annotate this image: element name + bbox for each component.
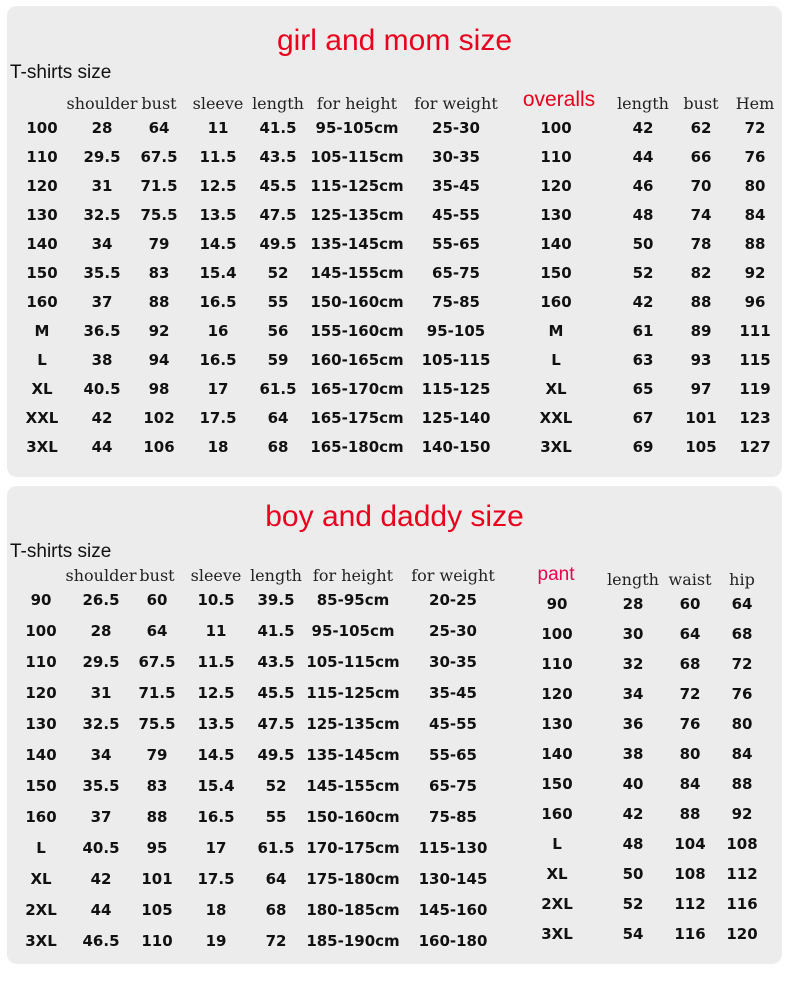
pant-header-hip: hip — [729, 570, 755, 589]
boy-daddy-tshirt-header-bust: bust — [139, 566, 175, 585]
girl-mom-tshirt-cell: 11 — [207, 119, 229, 137]
boy-daddy-tshirt-header-for-height: for height — [312, 566, 394, 585]
overalls-cell: 65 — [632, 380, 654, 398]
pant-cell: 28 — [622, 595, 644, 613]
overalls-cell: 70 — [690, 177, 712, 195]
boy-daddy-tshirt-cell: 35-45 — [429, 684, 477, 702]
girl-mom-tshirt-cell: 155-160cm — [310, 322, 404, 340]
girl-mom-tshirt-cell: XXL — [25, 409, 59, 427]
pant-cell: 76 — [731, 685, 753, 703]
girl-mom-tshirt-cell: 14.5 — [199, 235, 237, 253]
boy-daddy-tshirt-cell: 31 — [90, 684, 112, 702]
girl-mom-tshirt-cell: 35.5 — [83, 264, 121, 282]
boy-daddy-tshirt-cell: 105-115cm — [306, 653, 400, 671]
pant-label: pant — [537, 564, 575, 585]
girl-mom-tshirt-header-for-height: for height — [316, 94, 398, 113]
pant-cell: 68 — [679, 655, 701, 673]
girl-mom-tshirt-cell: 34 — [91, 235, 113, 253]
boy-daddy-tshirt-cell: 42 — [90, 870, 112, 888]
boy-daddy-tshirt-header-for-weight: for weight — [411, 566, 495, 585]
boy-daddy-tshirt-cell: 150-160cm — [306, 808, 400, 826]
boy-daddy-tshirt-cell: 45-55 — [429, 715, 477, 733]
boy-daddy-tshirt-cell: 3XL — [25, 932, 57, 950]
pant-cell: 54 — [622, 925, 644, 943]
boy-daddy-tshirt-cell: 13.5 — [197, 715, 235, 733]
boy-daddy-tshirt-cell: 29.5 — [82, 653, 120, 671]
overalls-cell: 74 — [690, 206, 712, 224]
boy-daddy-tshirt-cell: 75-85 — [429, 808, 477, 826]
girl-mom-tshirt-cell: 17.5 — [199, 409, 237, 427]
girl-mom-tshirt-cell: 100 — [26, 119, 58, 137]
boy-daddy-tshirt-cell: 72 — [265, 932, 287, 950]
girl-mom-tshirt-cell: 55 — [267, 293, 289, 311]
boy-daddy-tshirt-cell: 43.5 — [257, 653, 295, 671]
girl-mom-tshirt-cell: 110 — [26, 148, 58, 166]
overalls-cell: 100 — [540, 119, 572, 137]
boy-daddy-tshirt-cell: 88 — [146, 808, 168, 826]
overalls-cell: 120 — [540, 177, 572, 195]
boy-daddy-tshirt-cell: 49.5 — [257, 746, 295, 764]
boy-daddy-tshirt-cell: 83 — [146, 777, 168, 795]
overalls-cell: 67 — [632, 409, 654, 427]
pant-header-length: length — [607, 570, 659, 589]
overalls-cell: L — [551, 351, 561, 369]
girl-mom-tshirt-cell: 18 — [207, 438, 229, 456]
pant-cell: 32 — [622, 655, 644, 673]
overalls-cell: 111 — [739, 322, 771, 340]
overalls-cell: 62 — [690, 119, 712, 137]
girl-mom-tshirt-cell: 30-35 — [432, 148, 480, 166]
girl-mom-tshirt-cell: 59 — [267, 351, 289, 369]
overalls-cell: 69 — [632, 438, 654, 456]
overalls-cell: 93 — [690, 351, 712, 369]
boy-daddy-tshirt-cell: 19 — [205, 932, 227, 950]
overalls-cell: 82 — [690, 264, 712, 282]
girl-mom-tshirt-cell: 165-175cm — [310, 409, 404, 427]
boy-daddy-size-panel — [7, 486, 782, 964]
pant-cell: 88 — [731, 775, 753, 793]
boy-daddy-tshirt-cell: 37 — [90, 808, 112, 826]
overalls-header-bust: bust — [683, 94, 719, 113]
pant-cell: 104 — [674, 835, 706, 853]
girl-mom-tshirt-cell: 64 — [148, 119, 170, 137]
boy-daddy-tshirt-cell: 175-180cm — [306, 870, 400, 888]
overalls-cell: 46 — [632, 177, 654, 195]
pant-cell: 150 — [541, 775, 573, 793]
boy-daddy-tshirt-cell: 180-185cm — [306, 901, 400, 919]
girl-mom-tshirt-cell: 94 — [148, 351, 170, 369]
girl-mom-tshirt-cell: 12.5 — [199, 177, 237, 195]
boy-daddy-tshirt-cell: 41.5 — [257, 622, 295, 640]
overalls-cell: M — [548, 322, 564, 340]
overalls-label: overalls — [522, 88, 596, 111]
girl-mom-tshirt-cell: 125-135cm — [310, 206, 404, 224]
girl-mom-tshirt-cell: 56 — [267, 322, 289, 340]
boy-daddy-tshirt-cell: 125-135cm — [306, 715, 400, 733]
pant-cell: 112 — [674, 895, 706, 913]
boy-daddy-tshirt-cell: 45.5 — [257, 684, 295, 702]
girl-mom-tshirt-cell: 45-55 — [432, 206, 480, 224]
pant-cell: 40 — [622, 775, 644, 793]
pant-cell: 3XL — [541, 925, 573, 943]
boy-daddy-tshirt-cell: 35.5 — [82, 777, 120, 795]
pant-cell: 80 — [731, 715, 753, 733]
overalls-header-length: length — [617, 94, 669, 113]
pant-cell: 30 — [622, 625, 644, 643]
overalls-cell: 42 — [632, 119, 654, 137]
pant-cell: 72 — [731, 655, 753, 673]
pant-cell: 38 — [622, 745, 644, 763]
boy-daddy-tshirt-cell: 65-75 — [429, 777, 477, 795]
boy-daddy-tshirt-cell: 17 — [205, 839, 227, 857]
boy-daddy-tshirt-cell: 30-35 — [429, 653, 477, 671]
girl-mom-tshirt-cell: 140 — [26, 235, 58, 253]
girl-mom-tshirt-subtitle: T-shirts size — [10, 62, 112, 83]
girl-mom-tshirt-cell: 16.5 — [199, 293, 237, 311]
girl-mom-tshirt-cell: 105-115 — [421, 351, 491, 369]
pant-cell: 116 — [726, 895, 758, 913]
girl-mom-tshirt-cell: 40.5 — [83, 380, 121, 398]
boy-daddy-tshirt-cell: 145-155cm — [306, 777, 400, 795]
overalls-cell: 42 — [632, 293, 654, 311]
boy-daddy-tshirt-header-sleeve: sleeve — [190, 566, 242, 585]
pant-cell: 80 — [679, 745, 701, 763]
boy-daddy-tshirt-cell: 95 — [146, 839, 168, 857]
boy-daddy-tshirt-cell: 14.5 — [197, 746, 235, 764]
boy-daddy-tshirt-cell: 20-25 — [429, 591, 477, 609]
girl-mom-tshirt-cell: 98 — [148, 380, 170, 398]
pant-cell: 112 — [726, 865, 758, 883]
pant-cell: 120 — [541, 685, 573, 703]
boy-daddy-tshirt-cell: 170-175cm — [306, 839, 400, 857]
girl-mom-tshirt-cell: 47.5 — [259, 206, 297, 224]
boy-daddy-tshirt-cell: 46.5 — [82, 932, 120, 950]
boy-daddy-tshirt-cell: 12.5 — [197, 684, 235, 702]
boy-daddy-tshirt-cell: 115-125cm — [306, 684, 400, 702]
boy-daddy-title: boy and daddy size — [265, 500, 524, 533]
pant-cell: 130 — [541, 715, 573, 733]
pant-cell: 160 — [541, 805, 573, 823]
pant-cell: 90 — [546, 595, 568, 613]
pant-cell: 72 — [679, 685, 701, 703]
boy-daddy-tshirt-cell: 68 — [265, 901, 287, 919]
overalls-cell: XXL — [539, 409, 573, 427]
girl-mom-tshirt-header-shoulder: shoulder — [66, 94, 138, 113]
pant-cell: 36 — [622, 715, 644, 733]
boy-daddy-tshirt-cell: 61.5 — [257, 839, 295, 857]
pant-cell: 108 — [726, 835, 758, 853]
girl-mom-tshirt-cell: 16 — [207, 322, 229, 340]
pant-cell: 116 — [674, 925, 706, 943]
girl-mom-tshirt-cell: 32.5 — [83, 206, 121, 224]
girl-mom-tshirt-cell: 83 — [148, 264, 170, 282]
boy-daddy-tshirt-cell: 95-105cm — [311, 622, 395, 640]
overalls-cell: 50 — [632, 235, 654, 253]
boy-daddy-tshirt-cell: 55-65 — [429, 746, 477, 764]
girl-mom-tshirt-cell: 150-160cm — [310, 293, 404, 311]
boy-daddy-tshirt-cell: 110 — [25, 653, 57, 671]
girl-mom-tshirt-cell: 37 — [91, 293, 113, 311]
pant-cell: 34 — [622, 685, 644, 703]
girl-mom-tshirt-cell: 65-75 — [432, 264, 480, 282]
pant-cell: 60 — [679, 595, 701, 613]
girl-mom-tshirt-cell: 68 — [267, 438, 289, 456]
pant-cell: 48 — [622, 835, 644, 853]
overalls-cell: 63 — [632, 351, 654, 369]
overalls-cell: 150 — [540, 264, 572, 282]
girl-mom-tshirt-cell: M — [34, 322, 50, 340]
girl-mom-tshirt-cell: 150 — [26, 264, 58, 282]
pant-cell: 100 — [541, 625, 573, 643]
girl-mom-tshirt-cell: 42 — [91, 409, 113, 427]
girl-mom-tshirt-cell: 13.5 — [199, 206, 237, 224]
boy-daddy-tshirt-cell: 110 — [141, 932, 173, 950]
overalls-cell: 96 — [744, 293, 766, 311]
boy-daddy-tshirt-cell: XL — [30, 870, 52, 888]
girl-mom-tshirt-cell: 16.5 — [199, 351, 237, 369]
girl-mom-tshirt-header-length: length — [252, 94, 304, 113]
overalls-cell: 160 — [540, 293, 572, 311]
girl-mom-tshirt-cell: 145-155cm — [310, 264, 404, 282]
girl-mom-tshirt-cell: XL — [31, 380, 53, 398]
girl-mom-tshirt-cell: 130 — [26, 206, 58, 224]
girl-mom-tshirt-cell: 61.5 — [259, 380, 297, 398]
boy-daddy-tshirt-cell: 64 — [146, 622, 168, 640]
boy-daddy-tshirt-cell: 130 — [25, 715, 57, 733]
girl-mom-tshirt-cell: 165-180cm — [310, 438, 404, 456]
girl-mom-tshirt-header-bust: bust — [141, 94, 177, 113]
boy-daddy-tshirt-cell: 140 — [25, 746, 57, 764]
pant-cell: XL — [546, 865, 568, 883]
boy-daddy-tshirt-cell: 10.5 — [197, 591, 235, 609]
girl-mom-tshirt-cell: 35-45 — [432, 177, 480, 195]
boy-daddy-tshirt-cell: 55 — [265, 808, 287, 826]
boy-daddy-tshirt-cell: 130-145 — [418, 870, 488, 888]
girl-mom-tshirt-cell: 71.5 — [140, 177, 178, 195]
boy-daddy-tshirt-cell: 18 — [205, 901, 227, 919]
girl-mom-tshirt-cell: 115-125 — [421, 380, 491, 398]
girl-mom-tshirt-cell: 140-150 — [421, 438, 491, 456]
pant-cell: 2XL — [541, 895, 573, 913]
girl-mom-tshirt-cell: 75.5 — [140, 206, 178, 224]
boy-daddy-tshirt-cell: 160 — [25, 808, 57, 826]
girl-mom-tshirt-cell: 28 — [91, 119, 113, 137]
pant-cell: 120 — [726, 925, 758, 943]
girl-mom-tshirt-cell: 92 — [148, 322, 170, 340]
girl-mom-tshirt-header-sleeve: sleeve — [192, 94, 244, 113]
overalls-cell: 115 — [739, 351, 771, 369]
pant-cell: 108 — [674, 865, 706, 883]
girl-mom-tshirt-cell: 160 — [26, 293, 58, 311]
girl-mom-tshirt-header-for-weight: for weight — [414, 94, 498, 113]
girl-mom-tshirt-cell: 49.5 — [259, 235, 297, 253]
pant-cell: 88 — [679, 805, 701, 823]
boy-daddy-tshirt-cell: 105 — [141, 901, 173, 919]
girl-mom-tshirt-cell: 45.5 — [259, 177, 297, 195]
boy-daddy-tshirt-cell: 11 — [205, 622, 227, 640]
boy-daddy-tshirt-cell: 28 — [90, 622, 112, 640]
boy-daddy-tshirt-cell: 145-160 — [418, 901, 488, 919]
girl-mom-tshirt-cell: 95-105cm — [315, 119, 399, 137]
overalls-header-hem: Hem — [735, 94, 775, 113]
pant-cell: 52 — [622, 895, 644, 913]
girl-mom-tshirt-cell: 15.4 — [199, 264, 237, 282]
boy-daddy-tshirt-cell: 160-180 — [418, 932, 488, 950]
girl-mom-tshirt-cell: 125-140 — [421, 409, 491, 427]
overalls-cell: 76 — [744, 148, 766, 166]
pant-cell: 42 — [622, 805, 644, 823]
boy-daddy-tshirt-cell: 79 — [146, 746, 168, 764]
girl-mom-tshirt-cell: 115-125cm — [310, 177, 404, 195]
boy-daddy-tshirt-cell: 39.5 — [257, 591, 295, 609]
overalls-cell: 3XL — [540, 438, 572, 456]
girl-mom-tshirt-cell: 79 — [148, 235, 170, 253]
boy-daddy-tshirt-cell: 16.5 — [197, 808, 235, 826]
boy-daddy-tshirt-cell: 100 — [25, 622, 57, 640]
girl-mom-tshirt-cell: 36.5 — [83, 322, 121, 340]
girl-mom-tshirt-cell: 31 — [91, 177, 113, 195]
girl-mom-tshirt-cell: L — [37, 351, 47, 369]
boy-daddy-tshirt-cell: 185-190cm — [306, 932, 400, 950]
pant-cell: 50 — [622, 865, 644, 883]
boy-daddy-tshirt-cell: 2XL — [25, 901, 57, 919]
pant-cell: 76 — [679, 715, 701, 733]
boy-daddy-tshirt-cell: 120 — [25, 684, 57, 702]
pant-cell: L — [552, 835, 562, 853]
girl-mom-title: girl and mom size — [276, 24, 513, 57]
overalls-cell: 89 — [690, 322, 712, 340]
boy-daddy-tshirt-cell: 17.5 — [197, 870, 235, 888]
boy-daddy-tshirt-cell: 85-95cm — [316, 591, 390, 609]
boy-daddy-tshirt-cell: 90 — [30, 591, 52, 609]
girl-mom-tshirt-cell: 25-30 — [432, 119, 480, 137]
overalls-cell: 44 — [632, 148, 654, 166]
girl-mom-tshirt-cell: 88 — [148, 293, 170, 311]
overalls-cell: 105 — [685, 438, 717, 456]
boy-daddy-tshirt-cell: 60 — [146, 591, 168, 609]
boy-daddy-tshirt-cell: 52 — [265, 777, 287, 795]
overalls-cell: 88 — [690, 293, 712, 311]
overalls-cell: 72 — [744, 119, 766, 137]
boy-daddy-tshirt-cell: 67.5 — [138, 653, 176, 671]
pant-cell: 84 — [731, 745, 753, 763]
girl-mom-tshirt-cell: 55-65 — [432, 235, 480, 253]
pant-cell: 110 — [541, 655, 573, 673]
girl-mom-tshirt-cell: 105-115cm — [310, 148, 404, 166]
boy-daddy-tshirt-cell: 64 — [265, 870, 287, 888]
overalls-cell: 130 — [540, 206, 572, 224]
boy-daddy-tshirt-cell: 44 — [90, 901, 112, 919]
girl-mom-tshirt-cell: 43.5 — [259, 148, 297, 166]
boy-daddy-tshirt-cell: 135-145cm — [306, 746, 400, 764]
boy-daddy-tshirt-cell: L — [36, 839, 46, 857]
overalls-cell: 48 — [632, 206, 654, 224]
pant-cell: 68 — [731, 625, 753, 643]
pant-cell: 64 — [679, 625, 701, 643]
boy-daddy-tshirt-cell: 11.5 — [197, 653, 235, 671]
girl-mom-tshirt-cell: 38 — [91, 351, 113, 369]
boy-daddy-tshirt-cell: 15.4 — [197, 777, 235, 795]
overalls-cell: 88 — [744, 235, 766, 253]
overalls-cell: 66 — [690, 148, 712, 166]
girl-mom-tshirt-cell: 102 — [143, 409, 175, 427]
girl-mom-tshirt-cell: 95-105 — [426, 322, 486, 340]
overalls-cell: 127 — [739, 438, 771, 456]
overalls-cell: 101 — [685, 409, 717, 427]
girl-mom-tshirt-cell: 120 — [26, 177, 58, 195]
boy-daddy-tshirt-cell: 101 — [141, 870, 173, 888]
overalls-cell: 123 — [739, 409, 771, 427]
overalls-cell: 52 — [632, 264, 654, 282]
boy-daddy-tshirt-cell: 71.5 — [138, 684, 176, 702]
overalls-cell: 140 — [540, 235, 572, 253]
boy-daddy-tshirt-header-shoulder: shoulder — [65, 566, 137, 585]
overalls-cell: 97 — [690, 380, 712, 398]
boy-daddy-tshirt-cell: 26.5 — [82, 591, 120, 609]
boy-daddy-tshirt-header-length: length — [250, 566, 302, 585]
girl-mom-tshirt-cell: 52 — [267, 264, 289, 282]
boy-daddy-tshirt-cell: 25-30 — [429, 622, 477, 640]
pant-cell: 140 — [541, 745, 573, 763]
boy-daddy-tshirt-cell: 32.5 — [82, 715, 120, 733]
girl-mom-tshirt-cell: 11.5 — [199, 148, 237, 166]
girl-mom-tshirt-cell: 17 — [207, 380, 229, 398]
girl-mom-tshirt-cell: 44 — [91, 438, 113, 456]
girl-mom-tshirt-cell: 165-170cm — [310, 380, 404, 398]
overalls-cell: 110 — [540, 148, 572, 166]
boy-daddy-tshirt-cell: 150 — [25, 777, 57, 795]
boy-daddy-tshirt-cell: 34 — [90, 746, 112, 764]
overalls-cell: 92 — [744, 264, 766, 282]
girl-mom-tshirt-cell: 106 — [143, 438, 175, 456]
girl-mom-tshirt-cell: 160-165cm — [310, 351, 404, 369]
boy-daddy-tshirt-cell: 75.5 — [138, 715, 176, 733]
overalls-cell: 61 — [632, 322, 654, 340]
girl-mom-tshirt-cell: 29.5 — [83, 148, 121, 166]
pant-header-waist: waist — [668, 570, 712, 589]
overalls-cell: XL — [545, 380, 567, 398]
pant-cell: 92 — [731, 805, 753, 823]
pant-cell: 64 — [731, 595, 753, 613]
girl-mom-tshirt-cell: 135-145cm — [310, 235, 404, 253]
overalls-cell: 84 — [744, 206, 766, 224]
girl-mom-tshirt-cell: 3XL — [26, 438, 58, 456]
boy-daddy-tshirt-cell: 40.5 — [82, 839, 120, 857]
boy-daddy-tshirt-subtitle: T-shirts size — [10, 541, 112, 562]
overalls-cell: 80 — [744, 177, 766, 195]
pant-cell: 84 — [679, 775, 701, 793]
girl-mom-size-panel — [7, 6, 782, 477]
girl-mom-tshirt-cell: 64 — [267, 409, 289, 427]
girl-mom-tshirt-cell: 75-85 — [432, 293, 480, 311]
boy-daddy-tshirt-cell: 115-130 — [418, 839, 488, 857]
girl-mom-tshirt-cell: 41.5 — [259, 119, 297, 137]
overalls-cell: 78 — [690, 235, 712, 253]
boy-daddy-tshirt-cell: 47.5 — [257, 715, 295, 733]
overalls-cell: 119 — [739, 380, 771, 398]
girl-mom-tshirt-cell: 67.5 — [140, 148, 178, 166]
